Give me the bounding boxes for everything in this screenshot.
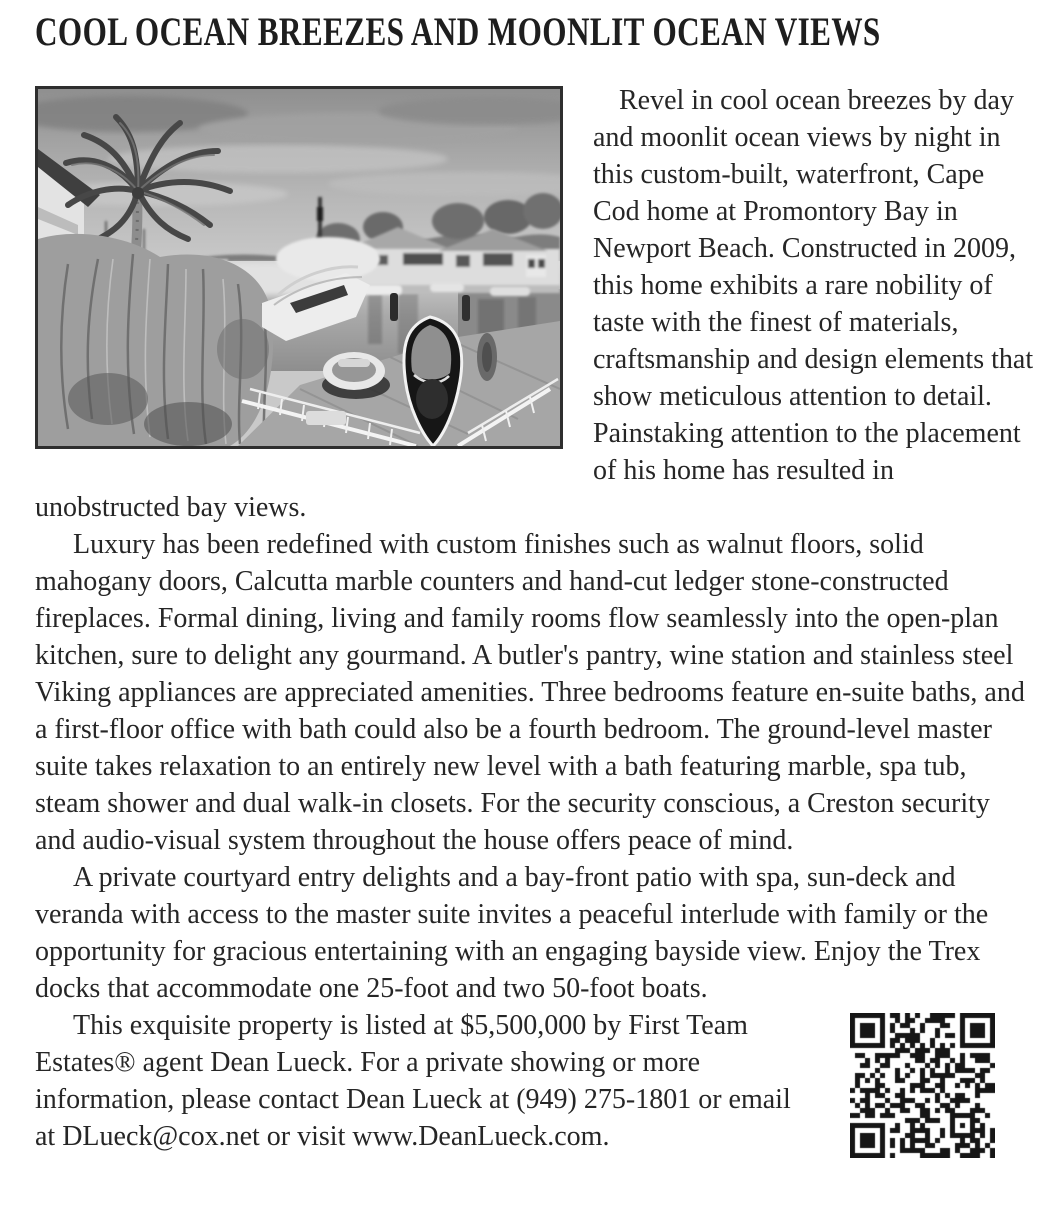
paragraph-outdoor: A private courtyard entry delights and a bay-front patio with spa, sun-deck and veranda with access to the master suite invites a peaceful interlude with family or the opportunity for gracious entertaining with an engaging bayside view. Enjoy the Trex docks that accommodate one 25-foot and two 50-foot boats. — [35, 862, 989, 1004]
qr-code-canvas — [850, 1013, 995, 1158]
paragraph-contact — [35, 1007, 1035, 1155]
page-title-text: COOL OCEAN BREEZES AND MOONLIT OCEAN VIEWS — [35, 9, 881, 54]
property-photo — [35, 86, 563, 449]
page-title — [35, 10, 1035, 54]
kayak — [477, 333, 497, 381]
qr-code — [850, 1013, 995, 1158]
bayfront-photo-illustration — [38, 89, 560, 446]
paragraph-features: Luxury has been redefined with custom finishes such as walnut floors, solid mahogany doors, Calcutta marble counters and hand-cut ledger stone-constructed fireplaces. Formal dining, living and family rooms flow seamlessly into the open-plan kitchen, sure to delight any gourmand. A butler's pantry, wine station and stainless steel Viking appliances are appreciated amenities. Three bedrooms feature en-suite baths, and a first-floor office with bath could also be a fourth bedroom. The ground-level master suite takes relaxation to an entirely new level with a bath featuring marble, spa tub, steam shower and dual walk-in closets. For the security conscious, a Creston security and audio-visual system throughout the house offers peace of mind. — [35, 529, 1025, 856]
paragraph-contact-text: This exquisite property is listed at $5,500,000 by First Team Estates® agent Dean Lueck. For a private showing or more information, please contact Dean Lueck at (949) 275-1801 or email at DLueck@cox.net or visit www.DeanLueck.com. — [35, 1010, 791, 1152]
article-body — [35, 82, 1035, 1155]
paragraph-intro: Revel in cool ocean breezes by day and moonlit ocean views by night in this custom-built, waterfront, Cape Cod home at Promontory Bay in Newport Beach. Constructed in 2009, this home exhibits a rare nobility of taste with the finest of materials, craftsmanship and design elements that show meticulous attention to detail. Painstaking attention to the placement of his home has resulted in unobstructed bay views. — [35, 85, 1034, 523]
